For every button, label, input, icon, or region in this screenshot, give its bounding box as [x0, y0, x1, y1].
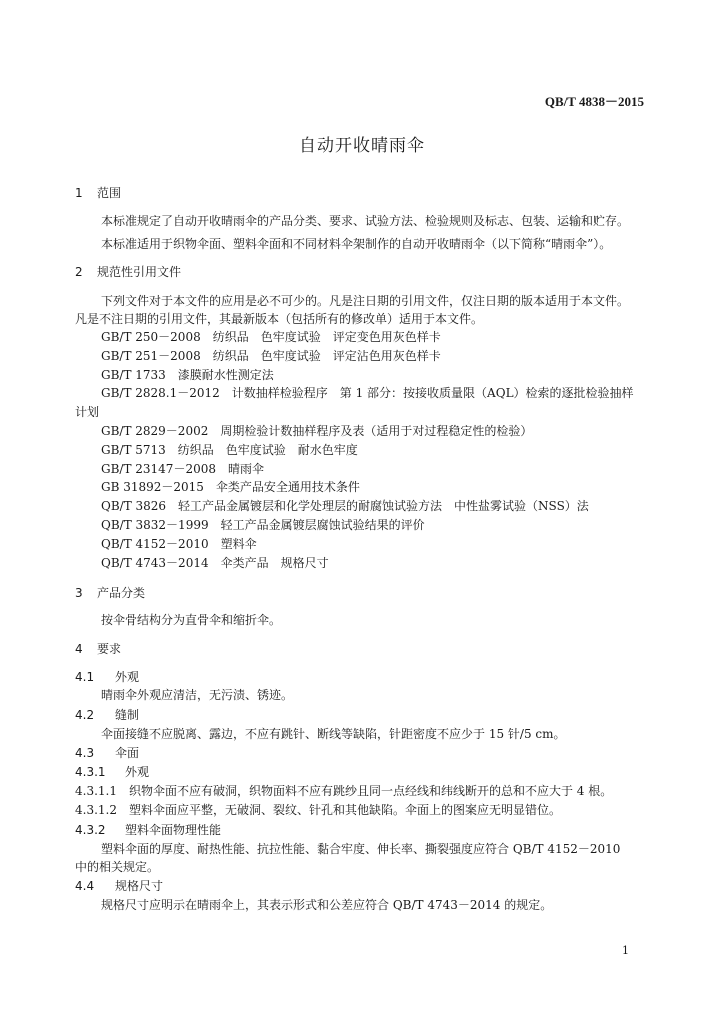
reference-item: GB/T 1733 漆膜耐水性测定法	[101, 368, 274, 382]
subsection-title: 塑料伞面物理性能	[125, 823, 222, 837]
section-number: 3	[75, 586, 83, 600]
page-number: 1	[622, 944, 629, 957]
subsection-heading	[75, 668, 139, 685]
standard-code: QB/T 4838－2015	[544, 94, 644, 109]
paragraph: 本标准规定了自动开收晴雨伞的产品分类、要求、试验方法、检验规则及标志、包装、运输和贮存。	[101, 214, 630, 228]
paragraph: 下列文件对于本文件的应用是必不可少的。凡是注日期的引用文件，仅注日期的版本适用于本文件。	[101, 294, 630, 308]
subsection-title: 规格尺寸	[115, 879, 164, 893]
reference-item: GB/T 5713 纺织品 色牢度试验 耐水色牢度	[101, 443, 358, 457]
subsection-number: 4.3	[75, 746, 95, 760]
paragraph: 本标准适用于织物伞面、塑料伞面和不同材料伞架制作的自动开收晴雨伞（以下简称“晴雨伞”）。	[101, 237, 612, 251]
reference-item: GB 31892－2015 伞类产品安全通用技术条件	[101, 480, 360, 494]
reference-item: QB/T 4152－2010 塑料伞	[101, 537, 257, 551]
subsection-heading	[75, 763, 149, 780]
section-4-heading	[75, 640, 121, 657]
subsection-number: 4.4	[75, 879, 95, 893]
subsection-title: 外观	[125, 765, 150, 779]
subsection-heading	[75, 877, 163, 894]
reference-item: GB/T 250－2008 纺织品 色牢度试验 评定变色用灰色样卡	[101, 330, 441, 344]
subsection-number: 4.1	[75, 670, 95, 684]
section-number: 4	[75, 642, 83, 656]
paragraph: 规格尺寸应明示在晴雨伞上，其表示形式和公差应符合 QB/T 4743－2014 的规定。	[101, 898, 553, 912]
subsection-number: 4.3.1	[75, 765, 106, 779]
document-title: 自动开收晴雨伞	[299, 136, 425, 156]
paragraph: 凡是不注日期的引用文件，其最新版本（包括所有的修改单）适用于本文件。	[75, 312, 484, 326]
section-title: 规范性引用文件	[97, 265, 182, 279]
reference-item: GB/T 251－2008 纺织品 色牢度试验 评定沾色用灰色样卡	[101, 349, 441, 363]
reference-item: QB/T 3826 轻工产品金属镀层和化学处理层的耐腐蚀试验方法 中性盐雾试验（NSS）法	[101, 499, 589, 513]
subsection-heading	[75, 821, 221, 838]
subsection-number: 4.3.2	[75, 823, 106, 837]
section-title: 产品分类	[97, 586, 146, 600]
clause: 4.3.1.2 塑料伞面应平整，无破洞、裂纹、针孔和其他缺陷。伞面上的图案应无明显错位。	[75, 803, 561, 817]
section-2-heading	[75, 263, 181, 280]
reference-item-continuation: 计划	[75, 405, 100, 419]
subsection-title: 缝制	[115, 708, 140, 722]
subsection-title: 伞面	[115, 746, 140, 760]
paragraph: 晴雨伞外观应清洁，无污渍、锈迹。	[101, 688, 294, 702]
section-number: 1	[75, 186, 83, 200]
section-3-heading	[75, 584, 145, 601]
paragraph: 伞面接缝不应脱离、露边，不应有跳针、断线等缺陷，针距密度不应少于 15 针/5 cm。	[101, 727, 566, 741]
subsection-title: 外观	[115, 670, 140, 684]
section-number: 2	[75, 265, 83, 279]
reference-item: QB/T 3832－1999 轻工产品金属镀层腐蚀试验结果的评价	[101, 518, 425, 532]
subsection-heading	[75, 744, 139, 761]
clause: 4.3.1.1 织物伞面不应有破洞，织物面料不应有跳纱且同一点经线和纬线断开的总和不应大于 4 根。	[75, 784, 613, 798]
section-title: 要求	[97, 642, 122, 656]
reference-item: GB/T 2828.1－2012 计数抽样检验程序 第 1 部分：按接收质量限（AQL）检索的逐批检验抽样	[101, 386, 634, 400]
reference-item: GB/T 2829－2002 周期检验计数抽样程序及表（适用于对过程稳定性的检验）	[101, 424, 533, 438]
subsection-heading	[75, 706, 139, 723]
section-title: 范围	[97, 186, 122, 200]
reference-item: QB/T 4743－2014 伞类产品 规格尺寸	[101, 556, 329, 570]
paragraph: 塑料伞面的厚度、耐热性能、抗拉性能、黏合牢度、伸长率、撕裂强度应符合 QB/T 4152－2010	[101, 842, 621, 856]
subsection-number: 4.2	[75, 708, 95, 722]
paragraph: 中的相关规定。	[75, 860, 160, 874]
reference-item: GB/T 23147－2008 晴雨伞	[101, 462, 264, 476]
paragraph: 按伞骨结构分为直骨伞和缩折伞。	[101, 613, 282, 627]
section-1-heading	[75, 184, 121, 201]
